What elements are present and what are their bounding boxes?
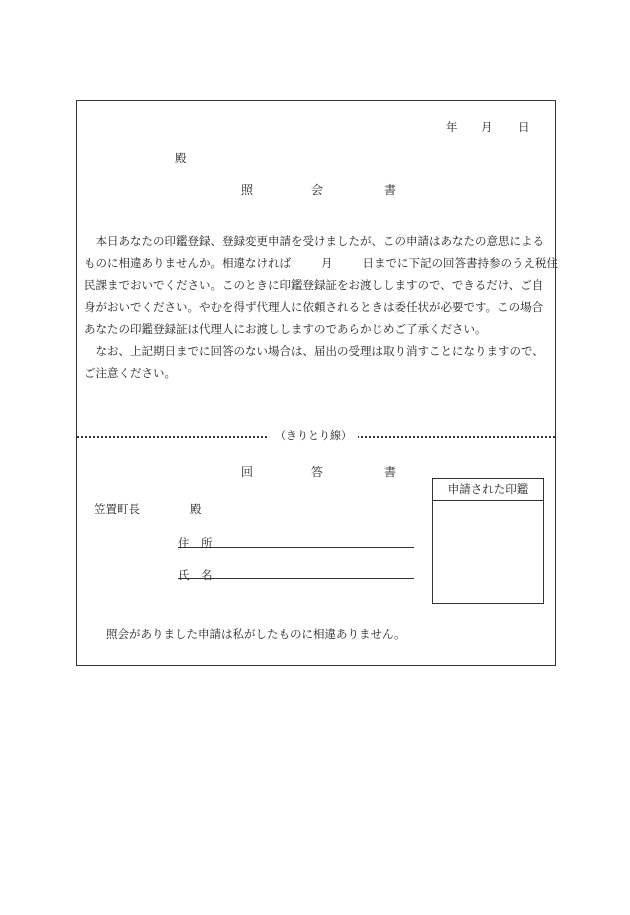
reply-title-char-1: 回 (241, 465, 254, 479)
seal-box (432, 478, 544, 604)
notice-body (84, 230, 558, 384)
notice-line-1: 本日あなたの印鑑登録、登録変更申請を受けましたが、この申請はあなたの意思による (84, 234, 544, 248)
address-field[interactable] (178, 547, 414, 548)
notice-line-2-month: 月 (321, 256, 333, 270)
address-label: 住 所 (178, 536, 213, 550)
form-frame (76, 100, 556, 666)
notice-line-5: あなたの印鑑登録証は代理人にお渡ししますのであらかじめご了承ください。 (84, 322, 487, 336)
date-year-label: 年 (446, 120, 458, 134)
notice-line-3: 民課までおいでください。このときに印鑑登録証をお渡ししますので、できるだけ、ご自 (84, 278, 544, 292)
cut-line-label: （きりとり線） (269, 429, 358, 443)
addressee-suffix: 殿 (175, 151, 187, 165)
reply-title-char-3: 書 (384, 465, 397, 479)
notice-line-2 (84, 252, 558, 274)
mayor-label: 笠置町長 (94, 502, 140, 516)
name-label: 氏 名 (178, 568, 213, 582)
seal-box-label: 申請された印鑑 (433, 479, 543, 501)
notice-line-2-part-a: ものに相違ありませんか。相違なければ (84, 256, 291, 270)
name-field[interactable] (178, 578, 414, 579)
reply-title-char-2: 答 (311, 465, 324, 479)
date-month-label: 月 (481, 120, 493, 134)
notice-line-4: 身がおいでください。やむを得ず代理人に依頼されるときは委任状が必要です。この場合 (84, 300, 544, 314)
notice-title-char-2: 会 (311, 183, 324, 197)
notice-line-7: ご注意ください。 (84, 366, 176, 380)
notice-line-2-part-b: 日までに下記の回答書持参のうえ税住 (362, 256, 558, 270)
notice-title-char-3: 書 (384, 183, 397, 197)
notice-title-char-1: 照 (241, 183, 254, 197)
confirmation-statement: 照会がありました申請は私がしたものに相違ありません。 (106, 627, 406, 641)
mayor-suffix: 殿 (190, 502, 202, 516)
notice-line-6: なお、上記期日までに回答のない場合は、届出の受理は取り消すことになりますので、 (84, 344, 544, 358)
date-day-label: 日 (518, 120, 530, 134)
